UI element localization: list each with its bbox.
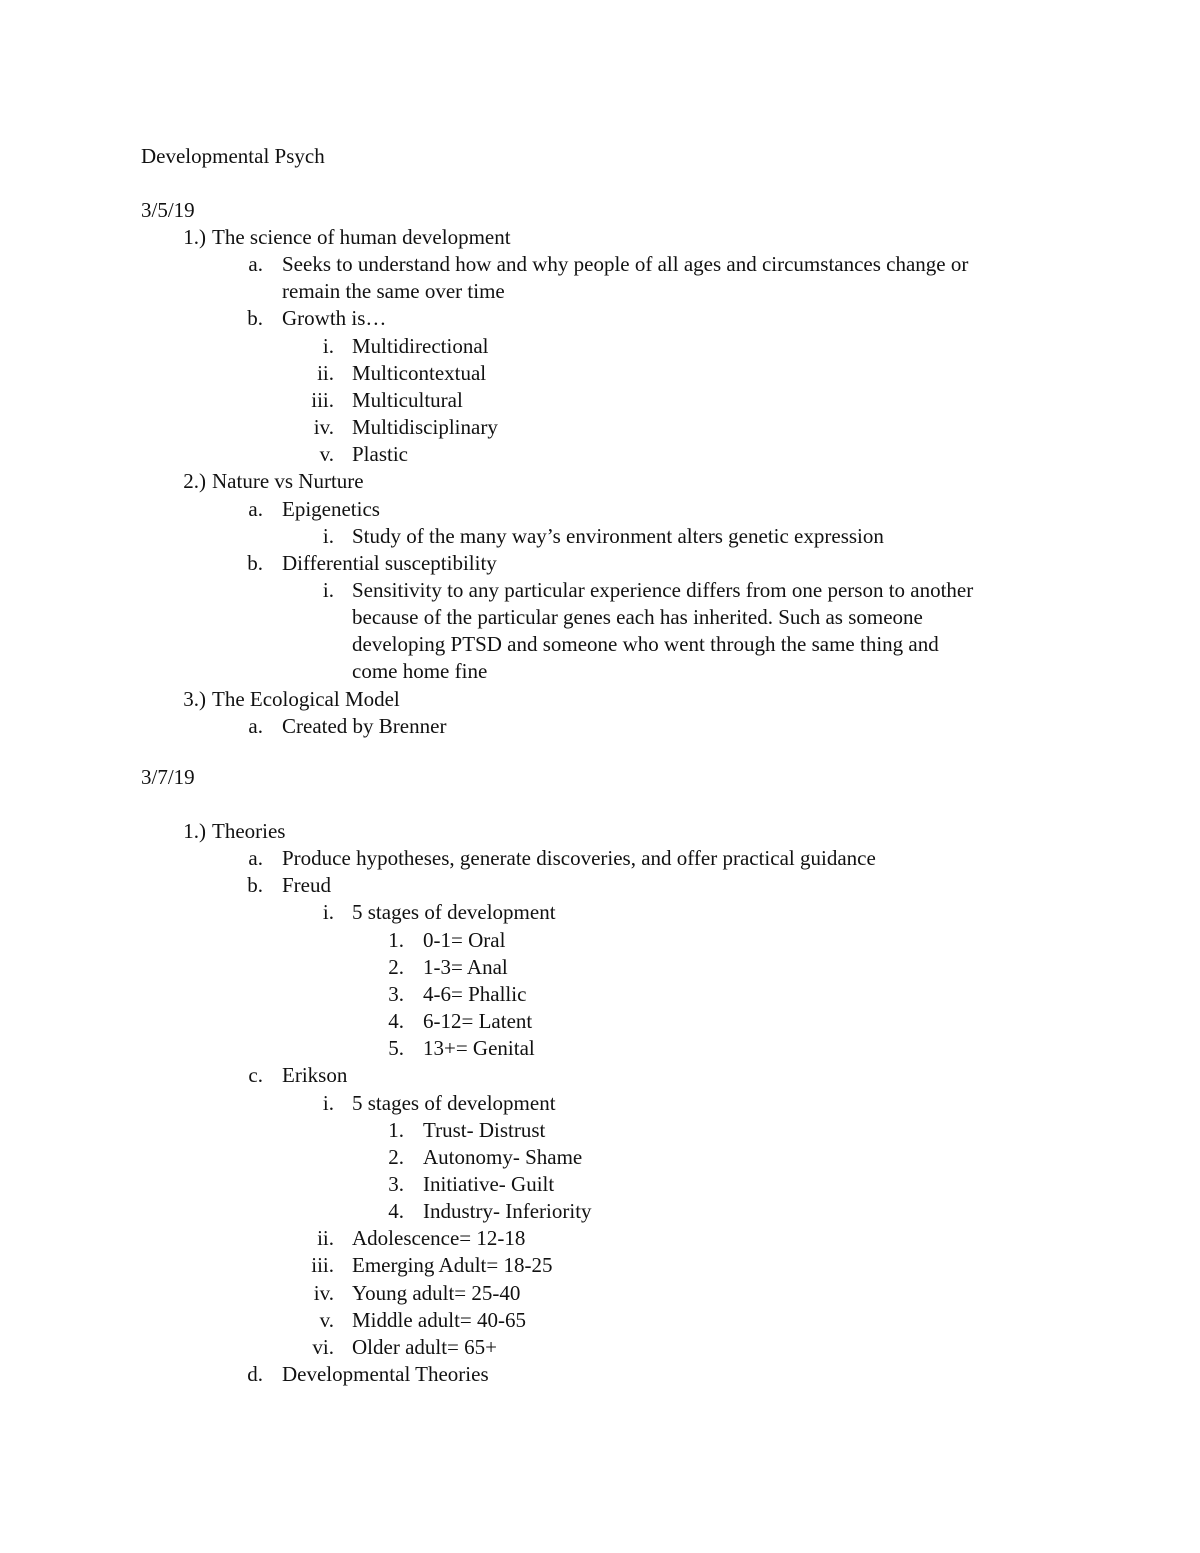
- outline-marker: i.: [322, 334, 334, 358]
- outline-text: Epigenetics: [282, 497, 380, 521]
- outline-item: [0, 224, 1200, 251]
- outline-marker: b.: [247, 551, 263, 575]
- outline-marker: i.: [322, 900, 334, 924]
- outline-text: Multidisciplinary: [352, 415, 498, 439]
- outline-text: 1-3= Anal: [423, 955, 508, 979]
- outline-text: Multidirectional: [352, 334, 489, 358]
- outline-item: [0, 1225, 1200, 1252]
- section-date: 3/5/19: [141, 198, 195, 222]
- outline-text: 6-12= Latent: [423, 1009, 533, 1033]
- outline-item: [0, 1252, 1200, 1279]
- outline-item: [0, 713, 1200, 740]
- outline-item: [0, 686, 1200, 713]
- outline-marker: 1.): [183, 819, 206, 843]
- outline-item: [0, 899, 1200, 926]
- outline-text: come home fine: [352, 659, 488, 683]
- outline-text: 5 stages of development: [352, 1091, 556, 1115]
- outline-marker: 3.: [388, 982, 404, 1006]
- outline-marker: iv.: [313, 415, 334, 439]
- outline-text: Seeks to understand how and why people of all ages and circumstances change or: [282, 252, 969, 276]
- outline-item: [0, 1035, 1200, 1062]
- outline-item: [0, 1307, 1200, 1334]
- outline-text: because of the particular genes each has inherited. Such as someone: [352, 605, 923, 629]
- outline-item: [0, 414, 1200, 441]
- outline-item: [0, 818, 1200, 845]
- outline-marker: 2.: [388, 955, 404, 979]
- outline-text: Emerging Adult= 18-25: [352, 1253, 553, 1277]
- outline-marker: a.: [248, 714, 263, 738]
- outline-text: Erikson: [282, 1063, 348, 1087]
- outline-marker: 3.: [388, 1172, 404, 1196]
- outline-item: [0, 1361, 1200, 1388]
- outline-marker: iii.: [311, 388, 334, 412]
- outline-text: Freud: [282, 873, 331, 897]
- outline-item: [0, 981, 1200, 1008]
- outline-text: Initiative- Guilt: [423, 1172, 555, 1196]
- outline-marker: a.: [248, 252, 263, 276]
- outline-marker: c.: [248, 1063, 263, 1087]
- outline-item: [0, 1280, 1200, 1307]
- outline-marker: 4.: [388, 1199, 404, 1223]
- outline-item: [0, 305, 1200, 332]
- outline-item: [0, 550, 1200, 577]
- outline-item: [0, 658, 1200, 685]
- outline-item: [0, 496, 1200, 523]
- outline-marker: 3.): [183, 687, 206, 711]
- outline-item: [0, 1334, 1200, 1361]
- outline-marker: i.: [322, 1091, 334, 1115]
- outline-marker: iii.: [311, 1253, 334, 1277]
- outline-marker: b.: [247, 873, 263, 897]
- outline-marker: v.: [319, 442, 334, 466]
- outline-item: [0, 954, 1200, 981]
- outline-marker: ii.: [317, 1226, 334, 1250]
- outline-text: Industry- Inferiority: [423, 1199, 592, 1223]
- outline-marker: i.: [322, 578, 334, 602]
- outline-item: [0, 1008, 1200, 1035]
- outline-item: [0, 523, 1200, 550]
- outline-text: 13+= Genital: [423, 1036, 535, 1060]
- outline-marker: a.: [248, 497, 263, 521]
- outline-text: Autonomy- Shame: [423, 1145, 583, 1169]
- outline-marker: 4.: [388, 1009, 404, 1033]
- outline-item: [0, 577, 1200, 604]
- outline-text: Sensitivity to any particular experience differs from one person to another: [352, 578, 974, 602]
- outline-text: The science of human development: [212, 225, 511, 249]
- outline-marker: 2.: [388, 1145, 404, 1169]
- outline-item: [0, 631, 1200, 658]
- outline-marker: a.: [248, 846, 263, 870]
- outline-text: Nature vs Nurture: [212, 469, 364, 493]
- outline-marker: 5.: [388, 1036, 404, 1060]
- outline-text: remain the same over time: [282, 279, 505, 303]
- outline-text: 0-1= Oral: [423, 928, 506, 952]
- document-title: Developmental Psych: [141, 144, 325, 168]
- outline-text: Created by Brenner: [282, 714, 447, 738]
- outline-item: [0, 468, 1200, 495]
- outline-text: Older adult= 65+: [352, 1335, 497, 1359]
- outline-item: [0, 927, 1200, 954]
- outline-item: [0, 604, 1200, 631]
- outline-item: [0, 441, 1200, 468]
- outline-item: [0, 872, 1200, 899]
- outline-item: [0, 360, 1200, 387]
- outline-item: [0, 1090, 1200, 1117]
- outline-marker: 2.): [183, 469, 206, 493]
- outline-item: [0, 1198, 1200, 1225]
- outline-text: Differential susceptibility: [282, 551, 497, 575]
- outline-marker: ii.: [317, 361, 334, 385]
- outline-marker: v.: [319, 1308, 334, 1332]
- section-date: 3/7/19: [141, 765, 195, 789]
- outline-marker: b.: [247, 306, 263, 330]
- outline-text: Produce hypotheses, generate discoveries, and offer practical guidance: [282, 846, 876, 870]
- outline-text: Growth is…: [282, 306, 387, 330]
- outline-item: [0, 251, 1200, 278]
- outline-item: [0, 1062, 1200, 1089]
- outline-text: Adolescence= 12-18: [352, 1226, 526, 1250]
- outline-item: [0, 1117, 1200, 1144]
- outline-marker: 1.: [388, 928, 404, 952]
- outline-text: Multicontextual: [352, 361, 487, 385]
- outline-item: [0, 845, 1200, 872]
- outline-text: Theories: [212, 819, 286, 843]
- outline-text: Plastic: [352, 442, 408, 466]
- outline-item: [0, 333, 1200, 360]
- outline-text: Trust- Distrust: [423, 1118, 546, 1142]
- outline-item: [0, 1171, 1200, 1198]
- outline-text: The Ecological Model: [212, 687, 400, 711]
- outline-text: Developmental Theories: [282, 1362, 489, 1386]
- outline-marker: i.: [322, 524, 334, 548]
- outline-text: 4-6= Phallic: [423, 982, 527, 1006]
- outline-text: Study of the many way’s environment alters genetic expression: [352, 524, 884, 548]
- outline-marker: vi.: [312, 1335, 334, 1359]
- outline-marker: d.: [247, 1362, 263, 1386]
- outline-item: [0, 387, 1200, 414]
- outline-marker: 1.: [388, 1118, 404, 1142]
- outline-text: 5 stages of development: [352, 900, 556, 924]
- outline-item: [0, 1144, 1200, 1171]
- outline-text: Multicultural: [352, 388, 463, 412]
- outline-text: developing PTSD and someone who went through the same thing and: [352, 632, 939, 656]
- outline-item: [0, 278, 1200, 305]
- outline-text: Middle adult= 40-65: [352, 1308, 526, 1332]
- outline-text: Young adult= 25-40: [352, 1281, 521, 1305]
- outline-marker: 1.): [183, 225, 206, 249]
- outline-marker: iv.: [313, 1281, 334, 1305]
